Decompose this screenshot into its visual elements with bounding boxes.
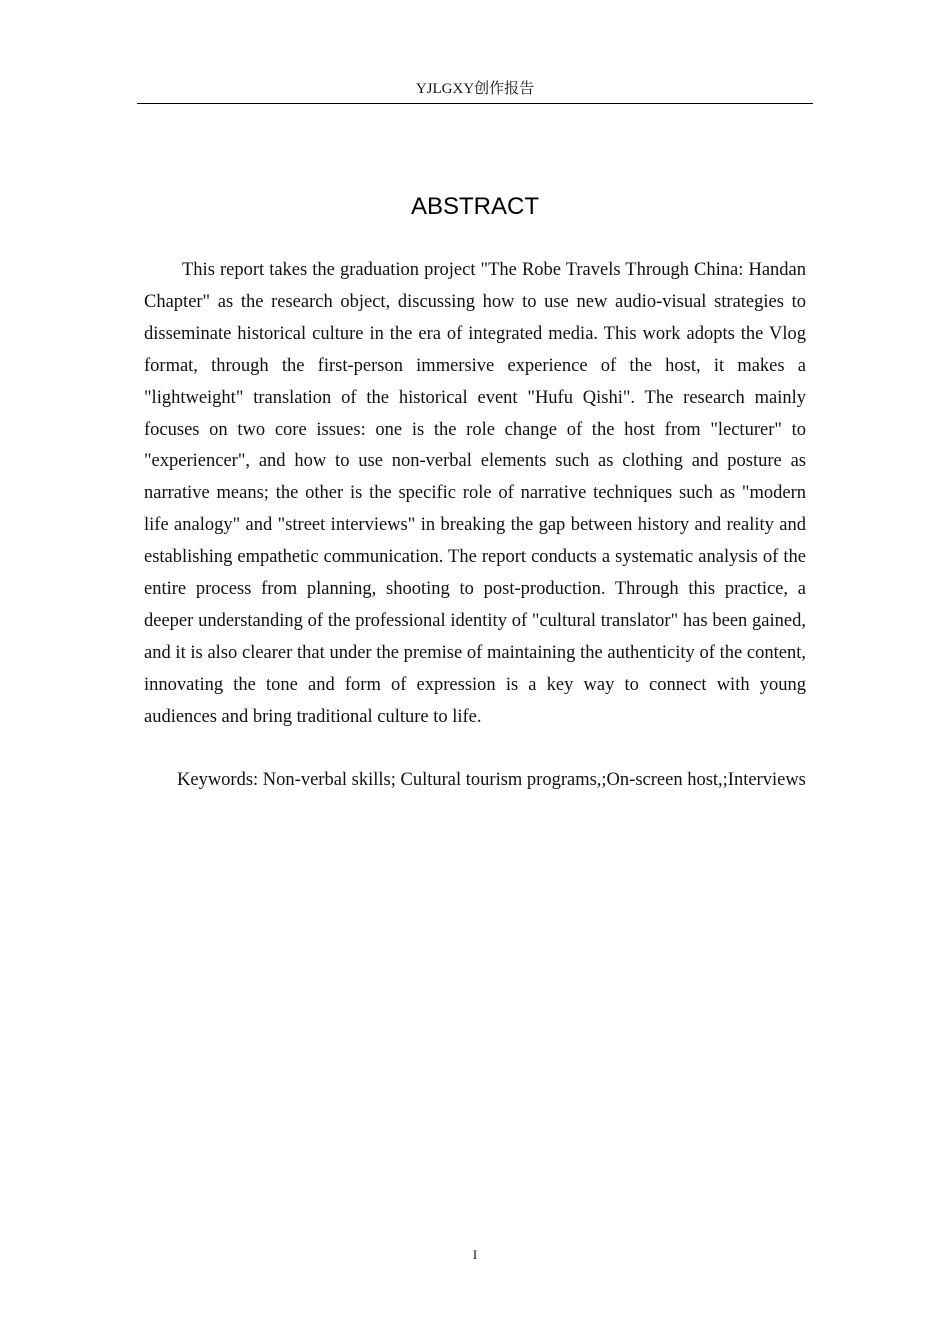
abstract-title: ABSTRACT <box>410 193 539 220</box>
page-header: YJLGXY创作报告 <box>137 79 813 104</box>
abstract-paragraph: This report takes the graduation project "The Robe Travels Through China: Handan Chapter" as the research object, discussing how to use new audio-visual strategies to disseminate historical culture in the era of integrated media. This work adopts the Vlog format, through the first-person immersive experience of the host, it makes a "lightweight" translation of the historical event "Hufu Qishi". The research mainly focuses on two core issues: one is the role change of the host from "lecturer" to "experiencer", and how to use non-verbal elements such as clothing and posture as narrative means; the other is the specific role of narrative techniques such as "modern life analogy" and "street interviews" in breaking the gap between history and reality and establishing empathetic communication. The report conducts a systematic analysis of the entire process from planning, shooting to post-production. Through this practice, a deeper understanding of the professional identity of "cultural translator" has been gained, and it is also clearer that under the premise of maintaining the authenticity of the content, innovating the tone and form of expression is a key way to connect with young audiences and bring traditional culture to life. <box>144 260 806 727</box>
page-number: I <box>472 1247 478 1262</box>
keywords-line: Keywords: Non-verbal skills; Cultural tourism programs,;On-screen host,;Interviews <box>177 770 806 790</box>
